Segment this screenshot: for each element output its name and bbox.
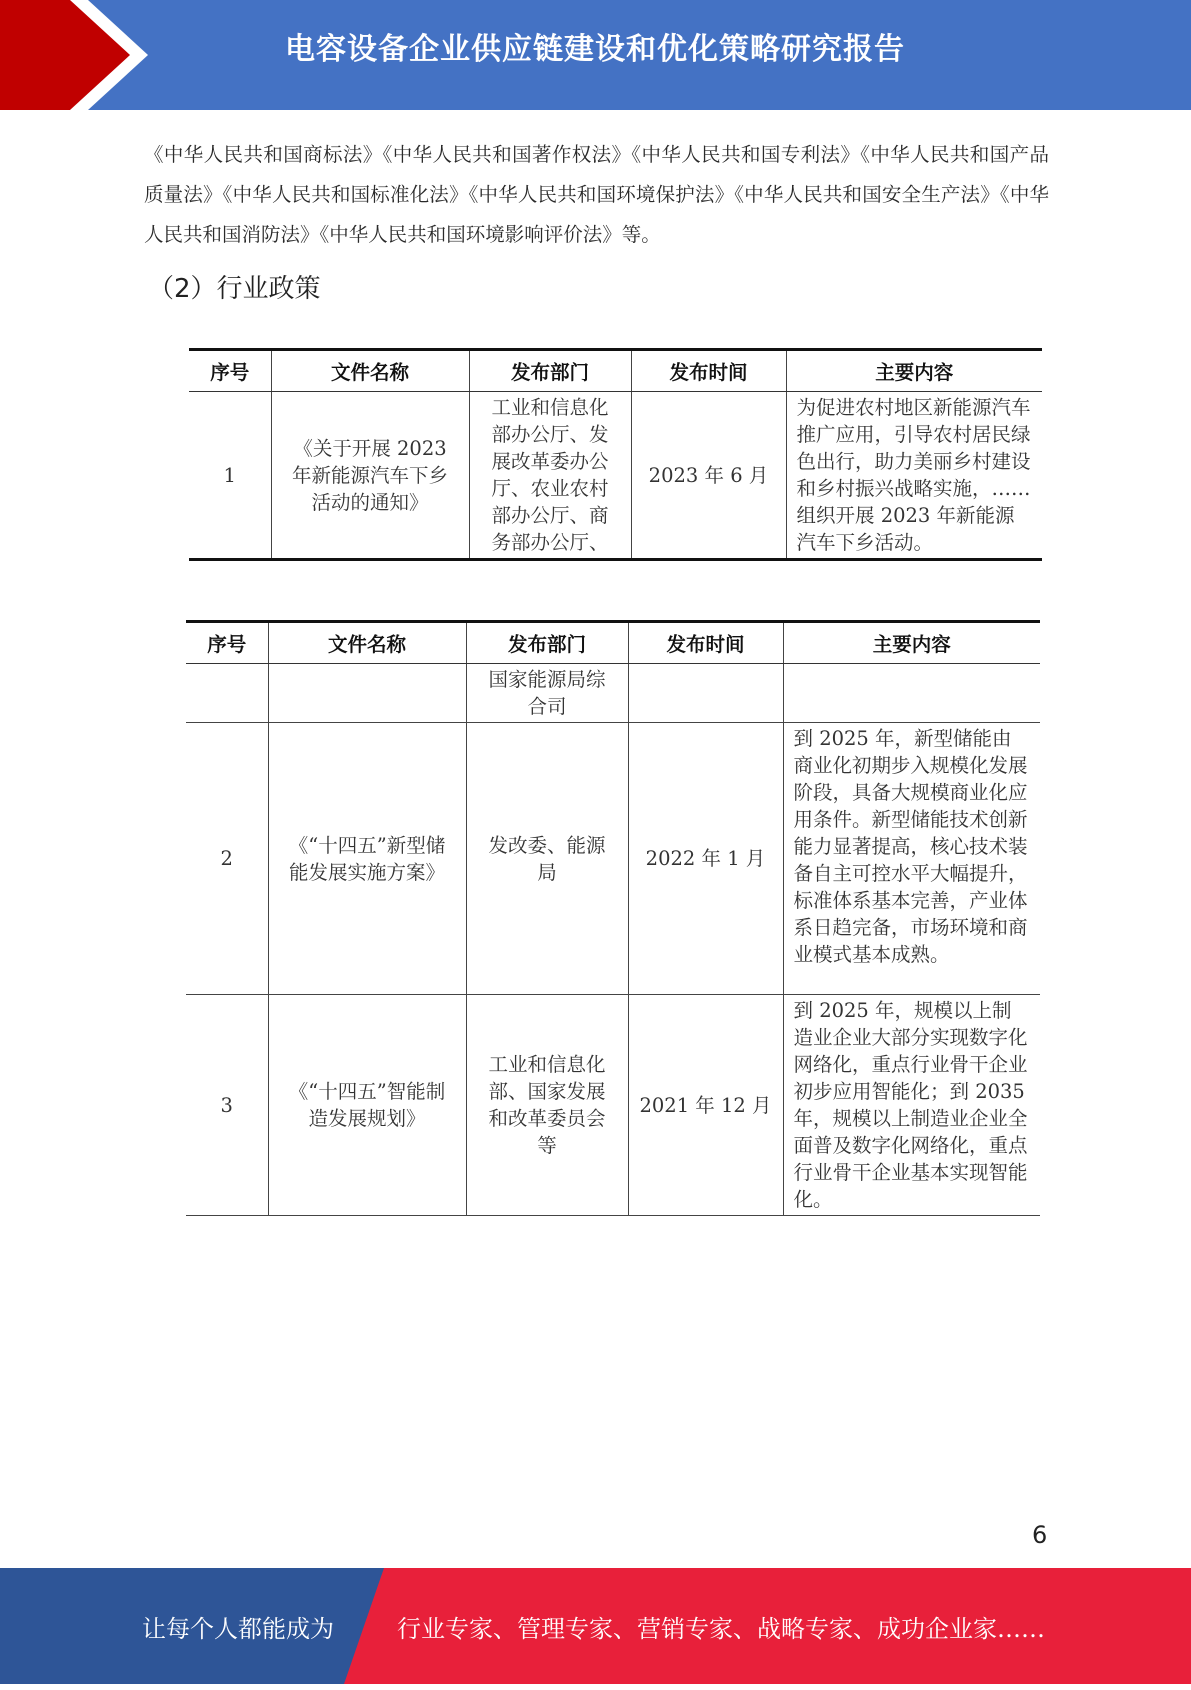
row-dept: 国家能源局综合司 xyxy=(466,664,628,723)
table-row xyxy=(189,392,1042,560)
header-dept: 发布部门 xyxy=(466,622,628,664)
row-date xyxy=(628,664,783,723)
table-header-row xyxy=(186,622,1040,664)
row-no: 3 xyxy=(186,995,268,1216)
table-row xyxy=(186,723,1040,995)
header-content: 主要内容 xyxy=(786,350,1042,392)
page-footer xyxy=(0,1568,1191,1684)
header-content: 主要内容 xyxy=(783,622,1040,664)
row-dept: 发改委、能源局 xyxy=(466,723,628,995)
laws-paragraph: 《中华人民共和国商标法》《中华人民共和国著作权法》《中华人民共和国专利法》《中华人民共和国产品质量法》《中华人民共和国标准化法》《中华人民共和国环境保护法》《中华人民共和国安全生产法》《中华人民共和国消防法》《中华人民共和国环境影响评价法》等。 xyxy=(144,143,1049,246)
policy-table-1 xyxy=(189,348,1042,561)
section-heading: （2）行业政策 xyxy=(148,274,321,304)
footer-slogan-left: 让每个人都能成为 xyxy=(142,1615,334,1643)
row-date: 2022 年 1 月 xyxy=(628,723,783,995)
header-no: 序号 xyxy=(189,350,271,392)
row-no xyxy=(186,664,268,723)
table-row xyxy=(186,995,1040,1216)
row-name: 《“十四五”新型储能发展实施方案》 xyxy=(268,723,466,995)
report-title: 电容设备企业供应链建设和优化策略研究报告 xyxy=(285,32,905,67)
row-dept: 工业和信息化部、国家发展和改革委员会等 xyxy=(466,995,628,1216)
row-content xyxy=(783,664,1040,723)
policy-table-2 xyxy=(186,620,1040,1216)
header-chevron-icon xyxy=(0,0,160,110)
row-content: 到 2025 年，新型储能由商业化初期步入规模化发展阶段，具备大规模商业化应用条件。新型储能技术创新能力显著提高，核心技术装备自主可控水平大幅提升，标准体系基本完善，产业体系日趋完备，市场环境和商业模式基本成熟。 xyxy=(783,723,1040,995)
row-name: 《“十四五”智能制造发展规划》 xyxy=(268,995,466,1216)
page-number: 6 xyxy=(1032,1521,1048,1549)
header-no: 序号 xyxy=(186,622,268,664)
row-no: 1 xyxy=(189,392,271,560)
table-row xyxy=(186,664,1040,723)
row-content: 为促进农村地区新能源汽车推广应用，引导农村居民绿色出行，助力美丽乡村建设和乡村振兴战略实施，……组织开展 2023 年新能源汽车下乡活动。 xyxy=(786,392,1042,560)
table-header-row xyxy=(189,350,1042,392)
row-no: 2 xyxy=(186,723,268,995)
page-header xyxy=(0,0,1191,110)
row-name: 《关于开展 2023 年新能源汽车下乡活动的通知》 xyxy=(271,392,469,560)
row-date: 2021 年 12 月 xyxy=(628,995,783,1216)
row-date: 2023 年 6 月 xyxy=(631,392,786,560)
header-name: 文件名称 xyxy=(271,350,469,392)
row-name xyxy=(268,664,466,723)
header-date: 发布时间 xyxy=(631,350,786,392)
footer-slogan-right: 行业专家、管理专家、营销专家、战略专家、成功企业家…… xyxy=(397,1615,1045,1643)
row-dept: 工业和信息化部办公厅、发展改革委办公厅、农业农村部办公厅、商务部办公厅、 xyxy=(469,392,631,560)
header-dept: 发布部门 xyxy=(469,350,631,392)
header-date: 发布时间 xyxy=(628,622,783,664)
header-name: 文件名称 xyxy=(268,622,466,664)
row-content: 到 2025 年，规模以上制造业企业大部分实现数字化网络化，重点行业骨干企业初步应用智能化；到 2035 年，规模以上制造业企业全面普及数字化网络化，重点行业骨干企业基本实现智能化。 xyxy=(783,995,1040,1216)
